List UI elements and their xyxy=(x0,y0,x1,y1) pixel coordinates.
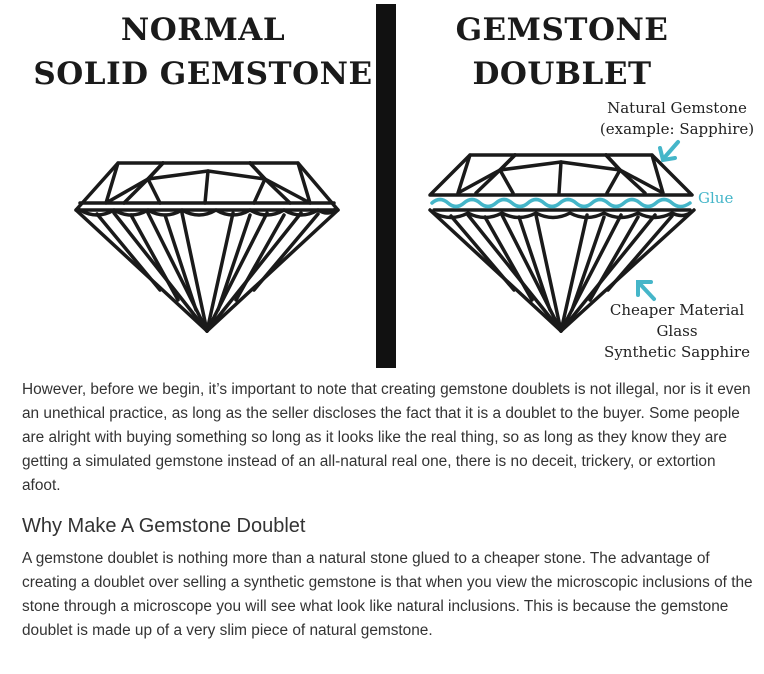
solid-diamond-drawing xyxy=(76,163,338,331)
cheaper-material-annotation xyxy=(592,300,762,363)
right-heading-line2: DOUBLET xyxy=(472,56,652,92)
bottom-annotation-arrow xyxy=(638,282,654,299)
right-heading-line1: GEMSTONE xyxy=(455,12,669,48)
annotation-glass: Glass xyxy=(656,322,698,340)
natural-gemstone-annotation xyxy=(592,98,762,140)
annotation-natural-gemstone: Natural Gemstone xyxy=(607,99,747,117)
top-annotation-arrow xyxy=(660,142,678,160)
left-heading-line2: SOLID GEMSTONE xyxy=(33,56,373,92)
annotation-cheaper-material: Cheaper Material xyxy=(609,301,745,319)
left-heading-line1: NORMAL xyxy=(120,12,286,48)
section-heading: Why Make A Gemstone Doublet xyxy=(22,515,306,537)
glue-line xyxy=(432,200,690,207)
right-heading xyxy=(392,8,732,96)
annotation-example-sapphire: (example: Sapphire) xyxy=(599,120,755,138)
explanation-paragraph: A gemstone doublet is nothing more than a natural stone glued to a cheaper stone. The advantage of creating a doublet over selling a synthetic gemstone is that when you view the microscopic inclusions of the stone through a microscope you will see what look like natural inclusions. This is because the gemstone doublet is made up of a very slim piece of natural gemstone. xyxy=(22,550,753,639)
left-heading xyxy=(20,8,386,96)
glue-label: Glue xyxy=(698,189,734,207)
annotation-synthetic-sapphire: Synthetic Sapphire xyxy=(604,343,750,361)
intro-paragraph: However, before we begin, it’s important to note that creating gemstone doublets is not illegal, nor is it even an unethical practice, as long as the seller discloses the fact that it is a doublet to the buyer. Some people are alright with buying something so long as it looks like the real thing, so as long as they know they are getting a simulated gemstone instead of an all-natural real one, there is no deceit, trickery, or extortion afoot. xyxy=(22,381,751,494)
